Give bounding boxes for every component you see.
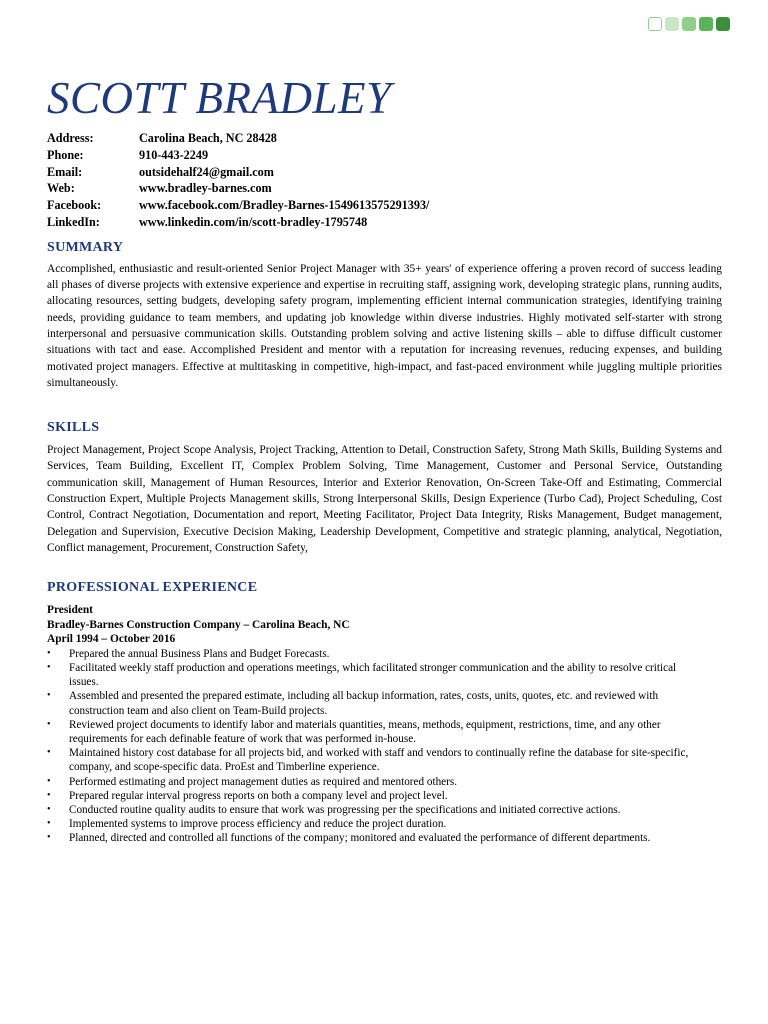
contact-label: Email: <box>47 164 83 179</box>
contact-label: Address: <box>47 131 94 145</box>
duty-text: Prepared regular interval progress reports on both a company level and project level. <box>69 789 448 802</box>
contact-row-facebook <box>47 197 722 214</box>
contact-value: 910-443-2249 <box>139 147 209 162</box>
bullet-icon: • <box>47 647 51 659</box>
contact-value: www.bradley-barnes.com <box>139 181 272 196</box>
bullet-icon: • <box>47 747 51 759</box>
duties-list <box>47 647 722 846</box>
deco-square <box>682 17 696 31</box>
skills-heading: SKILLS <box>47 420 100 436</box>
contact-value: www.facebook.com/Bradley-Barnes-1549613575291393/ <box>139 198 430 213</box>
list-item <box>47 817 722 831</box>
deco-square <box>648 17 662 31</box>
job-dates: April 1994 – October 2016 <box>47 633 176 646</box>
duty-text: Planned, directed and controlled all functions of the company; monitored and evaluated the performance of different departments. <box>69 832 651 845</box>
header-decoration <box>648 17 730 31</box>
list-item <box>47 803 722 817</box>
bullet-icon: • <box>47 690 51 702</box>
deco-square <box>716 17 730 31</box>
duty-text: Maintained history cost database for all projects bid, and worked with staff and vendors to continually refine the database for site-specific, company, and scope-specific data. ProEst and Timberline experience. <box>69 747 689 774</box>
duty-text: Conducted routine quality audits to ensure that work was progressing per the specifications and initiated corrective actions. <box>69 803 621 816</box>
duty-text: Implemented systems to improve process efficiency and reduce the project duration. <box>69 818 447 831</box>
list-item <box>47 661 722 689</box>
contact-label: LinkedIn: <box>47 214 100 229</box>
duty-text: Facilitated weekly staff production and operations meetings, which facilitated stronger communication and the ability to resolve critical issues. <box>69 661 677 689</box>
bullet-icon: • <box>47 718 51 730</box>
contact-label: Web: <box>47 181 75 196</box>
contact-value: Carolina Beach, NC 28428 <box>139 131 277 145</box>
list-item <box>47 789 722 803</box>
duty-text: Performed estimating and project management duties as required and mentored others. <box>69 775 458 788</box>
job-title: President <box>47 604 93 617</box>
job-company: Bradley-Barnes Construction Company – Carolina Beach, NC <box>47 618 350 631</box>
duty-text: Assembled and presented the prepared estimate, including all backup information, rates, costs, units, quotes, etc. and reviewed with construction team and also client on Team-Build projects. <box>69 690 659 717</box>
bullet-icon: • <box>47 789 51 801</box>
contact-row-web <box>47 180 722 197</box>
contact-value: outsidehalf24@gmail.com <box>139 164 274 179</box>
skills-text: Project Management, Project Scope Analysis, Project Tracking, Attention to Detail, Construction Safety, Strong Math Skills, Building Systems and Services, Team Building, Excellent IT, Complex Problem Solving, Time Management, Customer and Personal Service, Outstanding communication skill, Management of Human Resources, Interior and Exterior Renovation, On-Screen Take-Off and Estimating, Commercial Construction Expert, Multiple Projects Management skills, Strong Interpersonal Skills, Design Experience (Turbo Cad), Project Scheduling, Cost Control, Contract Negotiation, Documentation and report, Meeting Facilitator, Project Data Integrity, Risks Management, Budget management, Delegation and Supervision, Executive Decision Making, Leadership Development, Competitive and strategic planning, analytical, Negotiation, Conflict management, Procurement, Construction Safety, <box>47 444 722 554</box>
contact-label: Facebook: <box>47 198 102 213</box>
list-item <box>47 831 722 845</box>
contact-label: Phone: <box>47 147 84 162</box>
candidate-name: SCOTT BRADLEY <box>47 73 392 123</box>
contact-row-address <box>47 130 722 147</box>
summary-heading: SUMMARY <box>47 239 124 255</box>
contact-row-phone <box>47 147 722 164</box>
resume-page <box>47 72 722 846</box>
duty-text: Prepared the annual Business Plans and Budget Forecasts. <box>69 647 330 660</box>
contact-row-email <box>47 164 722 181</box>
deco-square <box>699 17 713 31</box>
experience-heading: PROFESSIONAL EXPERIENCE <box>47 580 258 596</box>
summary-text: Accomplished, enthusiastic and result-oriented Senior Project Manager with 35+ years' of experience offering a proven record of success leading all phases of diverse projects with extensive experience and expertise in recruiting staff, assigning work, developing strategic plans, running audits, allocating resources, setting budgets, developing safety program, implementing efficient internal communication strategies, identifying training needs, providing guidance to team members, and updating job knowledge within diverse industries. Highly motivated self-starter with strong interpersonal and persuasive communication skills. Outstanding problem solving and active listening skills – able to diffuse difficult customer situations with tact and ease. Accomplished President and mentor with a reputation for increasing revenues, reducing expenses, and building motivated project managers. Effective at multitasking in competitive, high-impact, and fast-paced environment while juggling multiple priorities simultaneously. <box>47 262 722 389</box>
deco-square <box>665 17 679 31</box>
bullet-icon: • <box>47 803 51 815</box>
contact-value: www.linkedin.com/in/scott-bradley-1795748 <box>139 214 368 229</box>
bullet-icon: • <box>47 818 51 830</box>
duty-text: Reviewed project documents to identify labor and materials quantities, means, methods, equipment, restrictions, time, and any other requirements for each definable feature of work that was performed in-house. <box>69 718 661 745</box>
contact-row-linkedin <box>47 214 722 231</box>
list-item <box>47 746 722 774</box>
list-item <box>47 647 722 661</box>
list-item <box>47 689 722 717</box>
list-item <box>47 718 722 746</box>
bullet-icon: • <box>47 775 51 787</box>
list-item <box>47 775 722 789</box>
bullet-icon: • <box>47 832 51 844</box>
contact-block <box>47 130 722 231</box>
bullet-icon: • <box>47 661 51 673</box>
